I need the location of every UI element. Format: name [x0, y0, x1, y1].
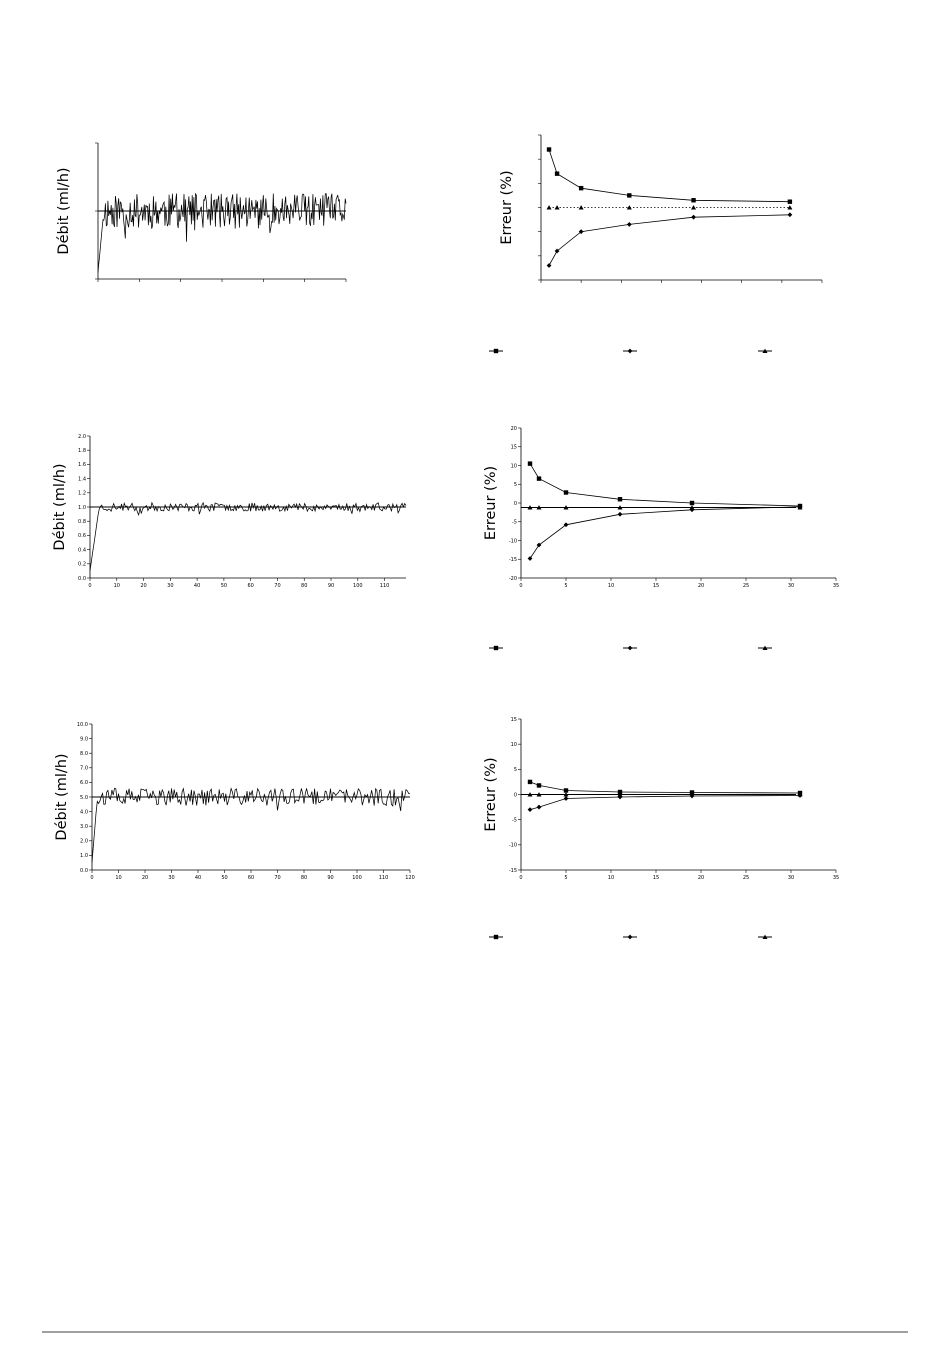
x-tick-label: 10	[115, 875, 122, 881]
y-tick-label: 0.0	[78, 575, 86, 582]
x-tick-label: 120	[405, 875, 415, 881]
square-point	[494, 349, 498, 353]
diamond-series-line	[530, 507, 800, 559]
square-point	[788, 200, 792, 204]
y-tick-label: 0.6	[78, 533, 86, 540]
square-point	[627, 193, 631, 197]
x-tick-label: 30	[167, 583, 174, 589]
x-tick-label: 35	[832, 875, 840, 881]
x-tick-label: 0	[519, 875, 523, 881]
x-tick-label: 20	[697, 875, 705, 881]
x-tick-label: 20	[697, 583, 705, 589]
x-tick-label: 10	[113, 583, 120, 589]
x-tick-label: 25	[742, 583, 750, 589]
diamond-point	[628, 349, 633, 354]
x-tick-label: 40	[194, 875, 202, 881]
x-tick-label: 0	[90, 875, 94, 881]
y-tick-label: 0.0	[80, 867, 88, 874]
y-tick-label: 20	[510, 425, 517, 432]
x-tick-label: 110	[379, 583, 390, 589]
x-tick-label: 50	[220, 583, 228, 589]
diamond-point	[528, 807, 533, 812]
x-tick-label: 50	[221, 875, 228, 881]
square-series-line	[530, 464, 800, 506]
y-axis-title: Débit (ml/h)	[54, 753, 70, 841]
square-series-line	[549, 150, 790, 202]
error-chart-3	[483, 717, 839, 881]
x-tick-label: 10	[607, 583, 615, 589]
y-axis-title: Erreur (%)	[499, 170, 515, 245]
legend-3	[489, 935, 772, 940]
triangle-point	[547, 205, 552, 209]
diamond-point	[628, 935, 633, 940]
x-tick-label: 35	[832, 583, 840, 589]
diamond-point	[627, 222, 632, 227]
y-tick-label: -20	[508, 575, 517, 582]
x-tick-label: 70	[274, 875, 281, 881]
diamond-point	[691, 215, 696, 220]
y-tick-label: 0.8	[78, 519, 86, 525]
square-point	[690, 501, 694, 505]
square-point	[579, 186, 583, 190]
x-tick-label: 15	[652, 875, 660, 881]
diamond-point	[628, 646, 633, 651]
square-point	[537, 476, 541, 480]
y-tick-label: 2.0	[78, 433, 86, 440]
x-tick-label: 90	[327, 875, 334, 881]
y-tick-label: -5	[512, 817, 517, 824]
square-point	[618, 497, 622, 501]
error-chart-2	[483, 426, 839, 589]
x-tick-label: 25	[742, 875, 750, 881]
diamond-point	[528, 556, 533, 561]
y-tick-label: -10	[508, 538, 517, 545]
square-point	[494, 646, 498, 650]
triangle-point	[627, 205, 632, 209]
y-tick-label: 7.0	[80, 765, 88, 772]
square-point	[528, 780, 532, 784]
x-tick-label: 5	[564, 583, 568, 589]
x-tick-label: 30	[787, 875, 795, 881]
y-tick-label: 8.0	[80, 751, 88, 757]
flow-trace	[98, 193, 346, 272]
legend-2	[489, 646, 772, 651]
x-tick-label: 60	[247, 583, 254, 589]
square-point	[564, 788, 568, 792]
square-point	[547, 147, 551, 151]
x-tick-label: 10	[607, 875, 615, 881]
legend-1	[489, 349, 772, 354]
y-tick-label: 1.0	[80, 853, 88, 860]
x-tick-label: 20	[141, 875, 149, 881]
triangle-point	[691, 205, 696, 209]
y-tick-label: 10.0	[76, 721, 88, 728]
y-tick-label: -15	[508, 867, 517, 874]
flow-chart-2	[52, 434, 406, 589]
triangle-point	[579, 205, 584, 209]
y-tick-label: 1.2	[78, 490, 86, 497]
y-tick-label: 5	[513, 482, 517, 489]
y-tick-label: 10	[510, 741, 517, 748]
flow-chart-3	[54, 722, 415, 881]
diamond-point	[547, 263, 552, 268]
y-tick-label: -10	[508, 842, 517, 849]
error-chart-1	[499, 135, 822, 283]
square-point	[564, 490, 568, 494]
flow-trace	[92, 788, 410, 862]
x-tick-label: 30	[787, 583, 795, 589]
x-tick-label: 80	[300, 875, 308, 881]
diamond-series-line	[530, 796, 800, 810]
y-tick-label: 1.6	[78, 462, 86, 469]
y-tick-label: 0.4	[78, 547, 86, 554]
x-tick-label: 40	[193, 583, 201, 589]
y-tick-label: 15	[510, 716, 517, 723]
flow-trace	[90, 503, 406, 571]
x-tick-label: 90	[327, 583, 335, 589]
y-tick-label: 0	[513, 792, 517, 799]
square-point	[528, 461, 532, 465]
diamond-point	[787, 212, 792, 217]
y-tick-label: 10	[510, 463, 517, 470]
diamond-point	[564, 796, 569, 801]
x-tick-label: 60	[247, 875, 255, 881]
x-tick-label: 80	[301, 583, 308, 589]
y-axis-title: Erreur (%)	[483, 757, 499, 832]
x-tick-label: 20	[140, 583, 147, 589]
x-tick-label: 5	[564, 875, 568, 881]
diamond-point	[618, 512, 623, 517]
x-tick-label: 110	[378, 875, 389, 881]
y-axis-title: Débit (ml/h)	[56, 167, 72, 255]
y-tick-label: 6.0	[80, 780, 88, 787]
square-point	[537, 783, 541, 787]
y-tick-label: -5	[512, 519, 517, 526]
x-tick-label: 0	[519, 583, 523, 589]
x-tick-label: 0	[88, 583, 92, 589]
diamond-series-line	[549, 215, 790, 266]
y-tick-label: 0	[513, 500, 517, 507]
x-tick-label: 100	[352, 875, 362, 881]
y-tick-label: -15	[508, 557, 517, 564]
y-tick-label: 5.0	[80, 794, 88, 801]
x-tick-label: 100	[353, 583, 363, 589]
y-tick-label: 1.8	[78, 448, 86, 454]
y-axis-title: Erreur (%)	[483, 465, 499, 541]
x-tick-label: 30	[168, 875, 175, 881]
square-point	[494, 935, 498, 939]
x-tick-label: 15	[652, 583, 660, 589]
diamond-point	[537, 805, 542, 810]
x-tick-label: 70	[274, 583, 281, 589]
y-tick-label: 1.4	[78, 476, 86, 483]
y-tick-label: 15	[510, 444, 517, 451]
y-tick-label: 2.0	[80, 838, 88, 845]
flow-chart-1	[56, 143, 346, 282]
y-tick-label: 5	[513, 767, 517, 774]
y-tick-label: 3.0	[80, 824, 88, 830]
y-tick-label: 9.0	[80, 736, 88, 743]
square-point	[691, 198, 695, 202]
y-tick-label: 1.0	[78, 504, 86, 511]
y-tick-label: 4.0	[80, 809, 88, 816]
square-point	[555, 171, 559, 175]
y-axis-title: Débit (ml/h)	[52, 463, 68, 551]
square-series-line	[530, 782, 800, 793]
y-tick-label: 0.2	[78, 561, 86, 568]
triangle-point	[555, 205, 560, 209]
